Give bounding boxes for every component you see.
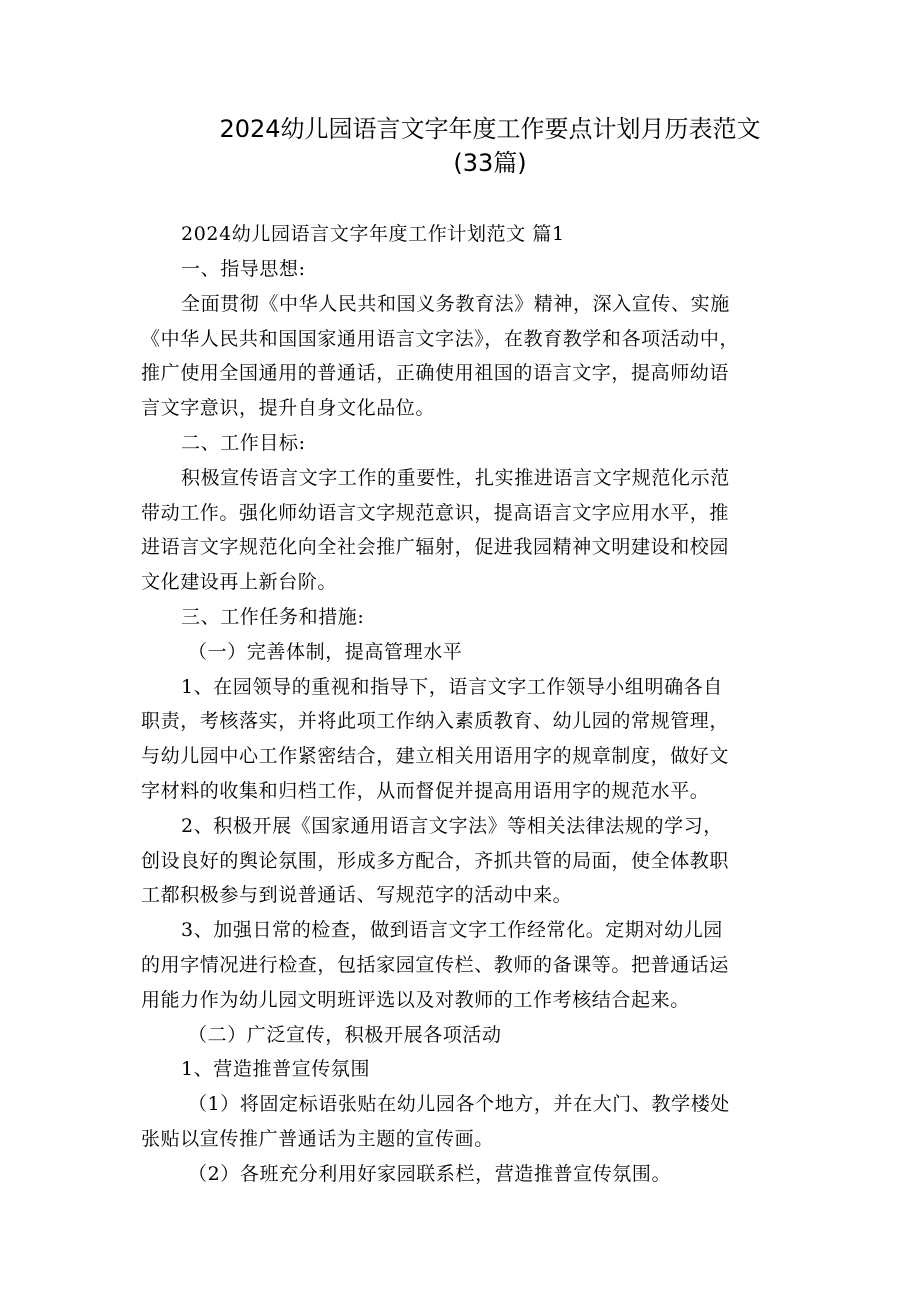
- paragraph-line: 进语言文字规范化向全社会推广辐射，促进我园精神文明建设和校园: [141, 536, 730, 558]
- paragraph-line: （1）将固定标语张贴在幼儿园各个地方，并在大门、教学楼处: [188, 1093, 730, 1115]
- paragraph-line: 用能力作为幼儿园文明班评选以及对教师的工作考核结合起来。: [141, 989, 690, 1011]
- paragraph-line: 带动工作。强化师幼语言文字规范意识，提高语言文字应用水平，推: [141, 502, 730, 524]
- paragraph-line: 推广使用全国通用的普通话，正确使用祖国的语言文字，提高师幼语: [141, 362, 730, 384]
- heading-tasks-measures: 三、工作任务和措施:: [181, 606, 365, 628]
- heading-work-goals: 二、工作目标:: [181, 432, 306, 454]
- paragraph-line: 张贴以宣传推广普通话为主题的宣传画。: [141, 1128, 494, 1150]
- paragraph-line: 的用字情况进行检查，包括家园宣传栏、教师的备课等。把普通话运: [141, 954, 730, 976]
- paragraph-line: 与幼儿园中心工作紧密结合，建立相关用语用字的规章制度，做好文: [141, 745, 730, 767]
- paragraph-line: 工都积极参与到说普通话、写规范字的活动中来。: [141, 884, 573, 906]
- paragraph-line: 职责，考核落实，并将此项工作纳入素质教育、幼儿园的常规管理，: [141, 710, 730, 732]
- paragraph-line: 言文字意识，提升自身文化品位。: [141, 397, 436, 419]
- paragraph-line: 1、营造推普宣传氛围: [181, 1058, 371, 1080]
- heading-guiding-ideology: 一、指导思想:: [181, 258, 306, 280]
- subheading-publicity: （二）广泛宣传，积极开展各项活动: [188, 1024, 502, 1046]
- paragraph-line: 字材料的收集和归档工作，从而督促并提高用语用字的规范水平。: [141, 780, 710, 802]
- paragraph-line: （2）各班充分利用好家园联系栏，营造推普宣传氛围。: [188, 1163, 672, 1185]
- section-heading: 2024幼儿园语言文字年度工作计划范文 篇1: [181, 223, 565, 245]
- paragraph-line: 2、积极开展《国家通用语言文字法》等相关法律法规的学习，: [181, 815, 723, 837]
- document-title-count: (33篇): [453, 149, 527, 177]
- document-title: 2024幼儿园语言文字年度工作要点计划月历表范文: [219, 115, 761, 143]
- paragraph-line: 1、在园领导的重视和指导下，语言文字工作领导小组明确各自: [181, 676, 723, 698]
- paragraph-line: 《中华人民共和国国家通用语言文字法》，在教育教学和各项活动中，: [141, 328, 740, 350]
- paragraph-line: 3、加强日常的检查，做到语言文字工作经常化。定期对幼儿园: [181, 919, 723, 941]
- subheading-system: （一）完善体制，提高管理水平: [188, 641, 463, 663]
- paragraph-line: 文化建设再上新台阶。: [141, 571, 338, 593]
- paragraph-line: 积极宣传语言文字工作的重要性，扎实推进语言文字规范化示范: [181, 467, 730, 489]
- paragraph-line: 创设良好的舆论氛围，形成多方配合，齐抓共管的局面，使全体教职: [141, 850, 730, 872]
- paragraph-line: 全面贯彻《中华人民共和国义务教育法》精神，深入宣传、实施: [181, 293, 730, 315]
